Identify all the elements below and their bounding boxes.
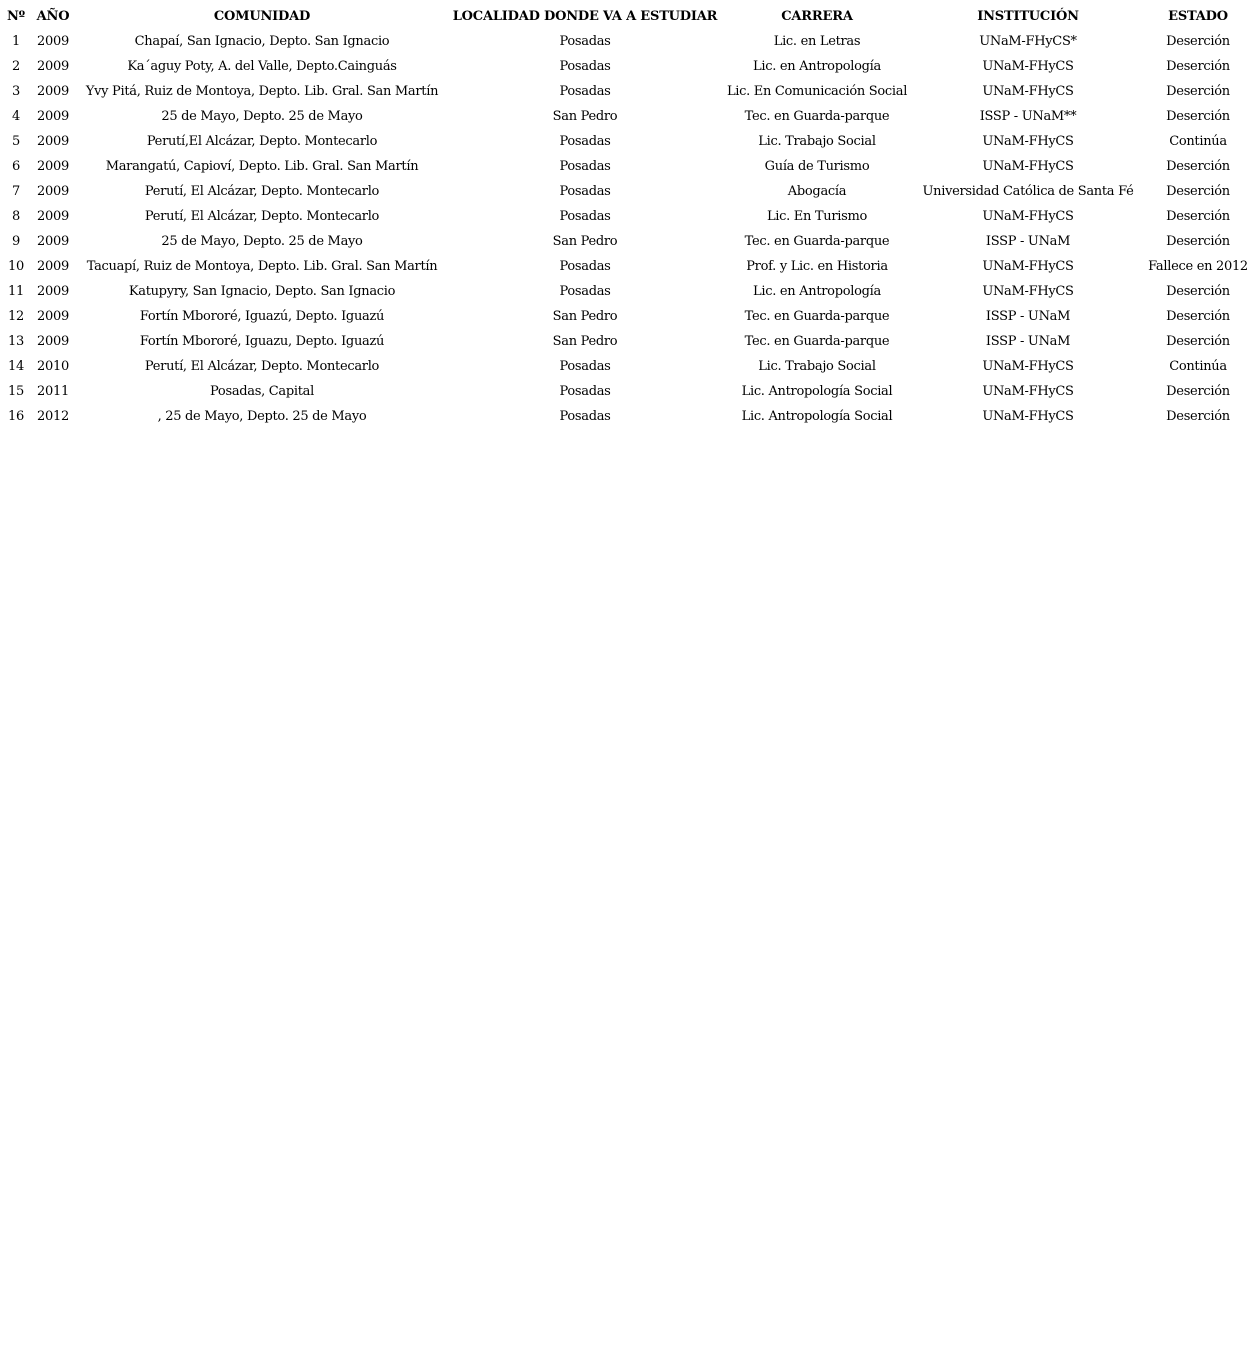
- table-row: [0, 404, 1254, 429]
- cell-status: Deserción: [1166, 109, 1230, 124]
- cell-status: Deserción: [1166, 309, 1230, 324]
- header-row: [0, 4, 1254, 29]
- table-row: [0, 254, 1254, 279]
- cell-community: Katupyry, San Ignacio, Depto. San Ignacio: [128, 284, 396, 299]
- cell-status: Deserción: [1166, 34, 1230, 49]
- cell-career: Abogacía: [787, 184, 847, 199]
- cell-status: Fallece en 2012: [1148, 259, 1248, 274]
- cell-institution: Universidad Católica de Santa Fé: [922, 184, 1134, 199]
- cell-community: Perutí, El Alcázar, Depto. Montecarlo: [144, 184, 380, 199]
- cell-career: Tec. en Guarda-parque: [744, 309, 890, 324]
- cell-institution: UNaM-FHyCS: [982, 409, 1074, 424]
- cell-career: Tec. en Guarda-parque: [744, 234, 890, 249]
- cell-career: Lic. Trabajo Social: [758, 134, 876, 149]
- cell-community: 25 de Mayo, Depto. 25 de Mayo: [161, 234, 363, 249]
- cell-status: Deserción: [1166, 284, 1230, 299]
- cell-num: 3: [12, 84, 20, 99]
- cell-career: Lic. Trabajo Social: [758, 359, 876, 374]
- cell-num: 16: [8, 409, 24, 424]
- cell-year: 2009: [37, 59, 69, 74]
- cell-locality: Posadas: [559, 409, 611, 424]
- cell-career: Prof. y Lic. en Historia: [746, 259, 888, 274]
- cell-institution: UNaM-FHyCS: [982, 359, 1074, 374]
- header-institution: INSTITUCIÓN: [977, 9, 1079, 24]
- cell-year: 2009: [37, 109, 69, 124]
- table-row: [0, 229, 1254, 254]
- cell-career: Lic. Antropología Social: [741, 409, 893, 424]
- cell-institution: ISSP - UNaM: [985, 309, 1071, 324]
- cell-status: Continúa: [1169, 134, 1227, 149]
- table-row: [0, 129, 1254, 154]
- cell-community: Marangatú, Capioví, Depto. Lib. Gral. San Martín: [105, 159, 419, 174]
- cell-institution: UNaM-FHyCS: [982, 209, 1074, 224]
- table-row: [0, 354, 1254, 379]
- cell-locality: Posadas: [559, 284, 611, 299]
- cell-community: Yvy Pitá, Ruiz de Montoya, Depto. Lib. Gral. San Martín: [85, 84, 439, 99]
- cell-year: 2009: [37, 334, 69, 349]
- cell-num: 7: [12, 184, 20, 199]
- cell-locality: Posadas: [559, 184, 611, 199]
- cell-status: Deserción: [1166, 184, 1230, 199]
- cell-year: 2009: [37, 234, 69, 249]
- cell-year: 2009: [37, 184, 69, 199]
- cell-num: 11: [8, 284, 24, 299]
- cell-institution: UNaM-FHyCS: [982, 159, 1074, 174]
- cell-locality: Posadas: [559, 84, 611, 99]
- table-row: [0, 304, 1254, 329]
- header-status: ESTADO: [1168, 9, 1228, 24]
- cell-community: Perutí, El Alcázar, Depto. Montecarlo: [144, 359, 380, 374]
- cell-institution: UNaM-FHyCS: [982, 84, 1074, 99]
- cell-career: Tec. en Guarda-parque: [744, 109, 890, 124]
- table-row: [0, 29, 1254, 54]
- cell-institution: UNaM-FHyCS: [982, 284, 1074, 299]
- cell-year: 2009: [37, 84, 69, 99]
- cell-community: , 25 de Mayo, Depto. 25 de Mayo: [157, 409, 367, 424]
- cell-institution: ISSP - UNaM**: [979, 109, 1077, 124]
- cell-num: 4: [12, 109, 20, 124]
- header-num: Nº: [7, 9, 25, 24]
- cell-career: Lic. en Antropología: [753, 59, 881, 74]
- cell-locality: Posadas: [559, 209, 611, 224]
- cell-locality: San Pedro: [552, 234, 618, 249]
- cell-locality: Posadas: [559, 259, 611, 274]
- table-row: [0, 54, 1254, 79]
- cell-locality: San Pedro: [552, 109, 618, 124]
- cell-year: 2009: [37, 209, 69, 224]
- cell-num: 8: [12, 209, 20, 224]
- cell-locality: Posadas: [559, 384, 611, 399]
- cell-community: Posadas, Capital: [210, 384, 314, 399]
- header-locality: LOCALIDAD DONDE VA A ESTUDIAR: [452, 9, 718, 24]
- cell-locality: Posadas: [559, 134, 611, 149]
- cell-community: Fortín Mbororé, Iguazu, Depto. Iguazú: [139, 334, 385, 349]
- cell-status: Deserción: [1166, 209, 1230, 224]
- cell-community: Tacuapí, Ruiz de Montoya, Depto. Lib. Gral. San Martín: [86, 259, 438, 274]
- cell-year: 2009: [37, 309, 69, 324]
- cell-status: Deserción: [1166, 234, 1230, 249]
- cell-locality: Posadas: [559, 34, 611, 49]
- cell-career: Lic. Antropología Social: [741, 384, 893, 399]
- table-row: [0, 379, 1254, 404]
- table-row: [0, 279, 1254, 304]
- cell-locality: Posadas: [559, 359, 611, 374]
- cell-institution: ISSP - UNaM: [985, 334, 1071, 349]
- cell-institution: ISSP - UNaM: [985, 234, 1071, 249]
- cell-num: 5: [12, 134, 20, 149]
- cell-status: Deserción: [1166, 334, 1230, 349]
- cell-locality: Posadas: [559, 159, 611, 174]
- cell-num: 1: [12, 34, 20, 49]
- table-row: [0, 154, 1254, 179]
- header-career: CARRERA: [781, 9, 853, 24]
- header-community: COMUNIDAD: [213, 9, 311, 24]
- cell-num: 9: [12, 234, 20, 249]
- cell-institution: UNaM-FHyCS: [982, 59, 1074, 74]
- cell-career: Lic. En Comunicación Social: [726, 84, 908, 99]
- cell-year: 2010: [37, 359, 69, 374]
- cell-num: 10: [8, 259, 24, 274]
- cell-career: Lic. en Letras: [773, 34, 861, 49]
- cell-locality: San Pedro: [552, 334, 618, 349]
- cell-institution: UNaM-FHyCS: [982, 384, 1074, 399]
- cell-status: Deserción: [1166, 84, 1230, 99]
- cell-locality: San Pedro: [552, 309, 618, 324]
- header-year: AÑO: [36, 9, 70, 24]
- cell-year: 2009: [37, 134, 69, 149]
- cell-community: Chapaí, San Ignacio, Depto. San Ignacio: [134, 34, 390, 49]
- cell-status: Deserción: [1166, 384, 1230, 399]
- cell-community: Fortín Mbororé, Iguazú, Depto. Iguazú: [139, 309, 385, 324]
- cell-year: 2009: [37, 284, 69, 299]
- cell-community: Ka´aguy Poty, A. del Valle, Depto.Cainguás: [127, 59, 397, 74]
- cell-career: Tec. en Guarda-parque: [744, 334, 890, 349]
- cell-status: Deserción: [1166, 59, 1230, 74]
- cell-community: 25 de Mayo, Depto. 25 de Mayo: [161, 109, 363, 124]
- cell-year: 2009: [37, 259, 69, 274]
- cell-community: Perutí,El Alcázar, Depto. Montecarlo: [146, 134, 378, 149]
- cell-year: 2012: [37, 409, 69, 424]
- cell-career: Lic. En Turismo: [766, 209, 868, 224]
- cell-year: 2009: [37, 34, 69, 49]
- cell-year: 2011: [37, 384, 69, 399]
- table-row: [0, 79, 1254, 104]
- cell-status: Deserción: [1166, 159, 1230, 174]
- cell-institution: UNaM-FHyCS*: [979, 34, 1077, 49]
- table-row: [0, 179, 1254, 204]
- cell-status: Continúa: [1169, 359, 1227, 374]
- cell-career: Guía de Turismo: [764, 159, 870, 174]
- table-body: [0, 29, 1254, 429]
- students-table: [0, 4, 1254, 429]
- table-header: [0, 4, 1254, 29]
- cell-year: 2009: [37, 159, 69, 174]
- cell-locality: Posadas: [559, 59, 611, 74]
- cell-community: Perutí, El Alcázar, Depto. Montecarlo: [144, 209, 380, 224]
- cell-career: Lic. en Antropología: [753, 284, 881, 299]
- cell-status: Deserción: [1166, 409, 1230, 424]
- cell-num: 6: [12, 159, 20, 174]
- cell-num: 13: [8, 334, 24, 349]
- table-row: [0, 204, 1254, 229]
- table-row: [0, 104, 1254, 129]
- cell-institution: UNaM-FHyCS: [982, 134, 1074, 149]
- cell-num: 15: [8, 384, 24, 399]
- table-row: [0, 329, 1254, 354]
- cell-num: 2: [12, 59, 20, 74]
- cell-institution: UNaM-FHyCS: [982, 259, 1074, 274]
- cell-num: 14: [8, 359, 24, 374]
- cell-num: 12: [8, 309, 24, 324]
